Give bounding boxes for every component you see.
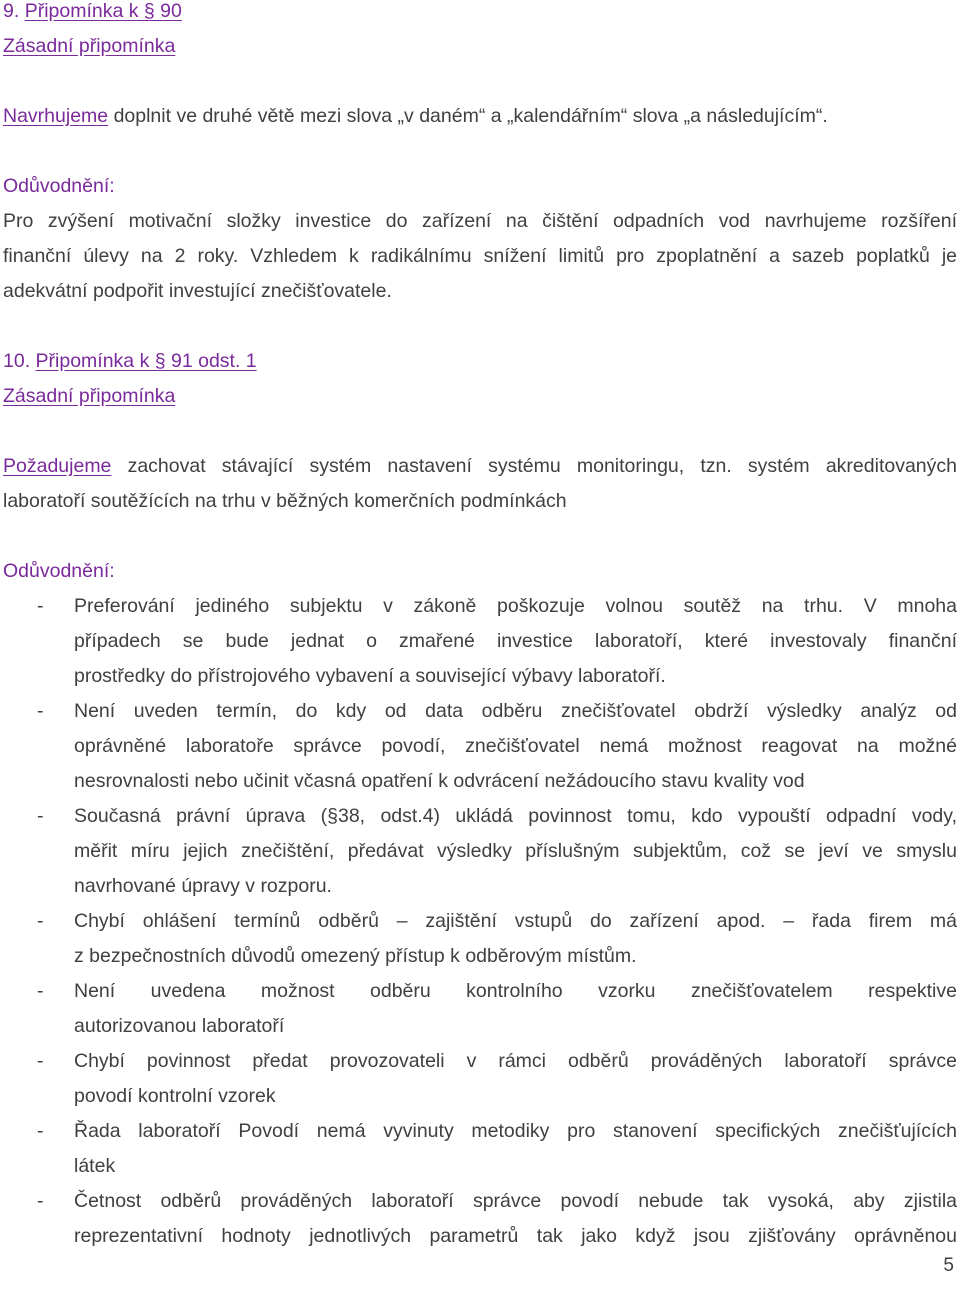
list-item-line: Chybí povinnost předat provozovateli v rámci odběrů prováděných laboratoří správce (74, 1050, 957, 1072)
section-10-request-line-2: laboratoří soutěžících na trhu v běžných komerčních podmínkách (3, 490, 567, 512)
list-item (3, 974, 957, 1044)
list-item-line: Současná právní úprava (§38, odst.4) ukládá povinnost tomu, kdo vypouští odpadní vody, (74, 805, 957, 827)
section-10-justification-label: Odůvodnění: (3, 560, 115, 582)
spacer (3, 134, 957, 169)
section-9-type (3, 29, 957, 64)
section-10-number: 10. (3, 350, 31, 372)
list-item-line: reprezentativní hodnoty jednotlivých parametrů tak jako když jsou zjišťovány oprávněnou (74, 1225, 957, 1247)
list-item-line: Chybí ohlášení termínů odběrů – zajištění vstupů do zařízení apod. – řada firem má (74, 910, 957, 932)
list-item-line: Není uvedena možnost odběru kontrolního vzorku znečišťovatelem respektive (74, 980, 957, 1002)
list-item-line: autorizovanou laboratoří (74, 1015, 285, 1037)
list-item-line: Četnost odběrů prováděných laboratoří správce povodí nebude tak vysoká, aby zjistila (74, 1190, 957, 1212)
bullet-dash: - (37, 1190, 44, 1212)
list-item-line: nesrovnalosti nebo učinit včasná opatření k odvrácení nežádoucího stavu kvality vod (74, 770, 805, 792)
list-item-line: látek (74, 1155, 116, 1177)
section-9-proposal (3, 99, 957, 134)
bullet-dash: - (37, 700, 44, 722)
list-item (3, 904, 957, 974)
bullet-dash: - (37, 805, 44, 827)
list-item (3, 589, 957, 694)
bullet-dash: - (37, 1120, 44, 1142)
section-9-title: Připomínka k § 90 (24, 0, 182, 22)
page-number: 5 (943, 1255, 954, 1276)
bullet-dash: - (37, 980, 44, 1002)
section-9-heading (3, 0, 957, 29)
proposal-keyword: Navrhujeme (3, 105, 109, 127)
section-9-justification-label: Odůvodnění: (3, 175, 115, 197)
bullet-dash: - (37, 595, 44, 617)
list-item-line: prostředky do přístrojového vybavení a související výbavy laboratoří. (74, 665, 666, 687)
spacer (3, 309, 957, 344)
bullet-dash: - (37, 910, 44, 932)
proposal-text: doplnit ve druhé větě mezi slova „v daném“ a „kalendářním“ slova „a následujícím“. (113, 105, 828, 127)
document-page (3, 0, 957, 1254)
section-10-title: Připomínka k § 91 odst. 1 (35, 350, 257, 372)
list-item-line: navrhované úpravy v rozporu. (74, 875, 332, 897)
section-9-justification-line: finanční úlevy na 2 roky. Vzhledem k radikálnímu snížení limitů pro zpoplatnění a sazeb poplatků je (3, 245, 957, 267)
list-item-line: Preferování jediného subjektu v zákoně poškozuje volnou soutěž na trhu. V mnoha (74, 595, 957, 617)
list-item (3, 1044, 957, 1114)
request-text-line-1: zachovat stávající systém nastavení systému monitoringu, tzn. systém akreditovaných (127, 455, 957, 477)
section-9-type-label: Zásadní připomínka (3, 35, 176, 57)
request-keyword: Požadujeme (3, 455, 112, 477)
list-item-line: Řada laboratoří Povodí nemá vyvinuty metodiky pro stanovení specifických znečišťujících (74, 1120, 957, 1142)
bullet-dash: - (37, 1050, 44, 1072)
section-9-justification-line: Pro zvýšení motivační složky investice do zařízení na čištění odpadních vod navrhujeme rozšíření (3, 210, 957, 232)
section-10-request (3, 449, 957, 484)
list-item-line: případech se bude jednat o zmařené investice laboratoří, které investovaly finanční (74, 630, 957, 652)
list-item (3, 1184, 957, 1254)
list-item-line: měřit míru jejich znečištění, předávat výsledky příslušným subjektům, což se jeví ve smyslu (74, 840, 957, 862)
list-item (3, 694, 957, 799)
justification-list (3, 589, 957, 1254)
list-item-line: Není uveden termín, do kdy od data odběru znečišťovatel obdrží výsledky analýz od (74, 700, 957, 722)
spacer (3, 519, 957, 554)
spacer (3, 414, 957, 449)
section-9-justification-line: adekvátní podpořit investující znečišťovatele. (3, 280, 392, 302)
list-item-line: povodí kontrolní vzorek (74, 1085, 276, 1107)
section-10-type (3, 379, 957, 414)
section-9-number: 9. (3, 0, 20, 22)
list-item-line: oprávněné laboratoře správce povodí, znečišťovatel nemá možnost reagovat na možné (74, 735, 957, 757)
spacer (3, 64, 957, 99)
section-10-type-label: Zásadní připomínka (3, 385, 176, 407)
list-item (3, 799, 957, 904)
section-10-heading (3, 344, 957, 379)
list-item-line: z bezpečnostních důvodů omezený přístup k odběrovým místům. (74, 945, 637, 967)
list-item (3, 1114, 957, 1184)
